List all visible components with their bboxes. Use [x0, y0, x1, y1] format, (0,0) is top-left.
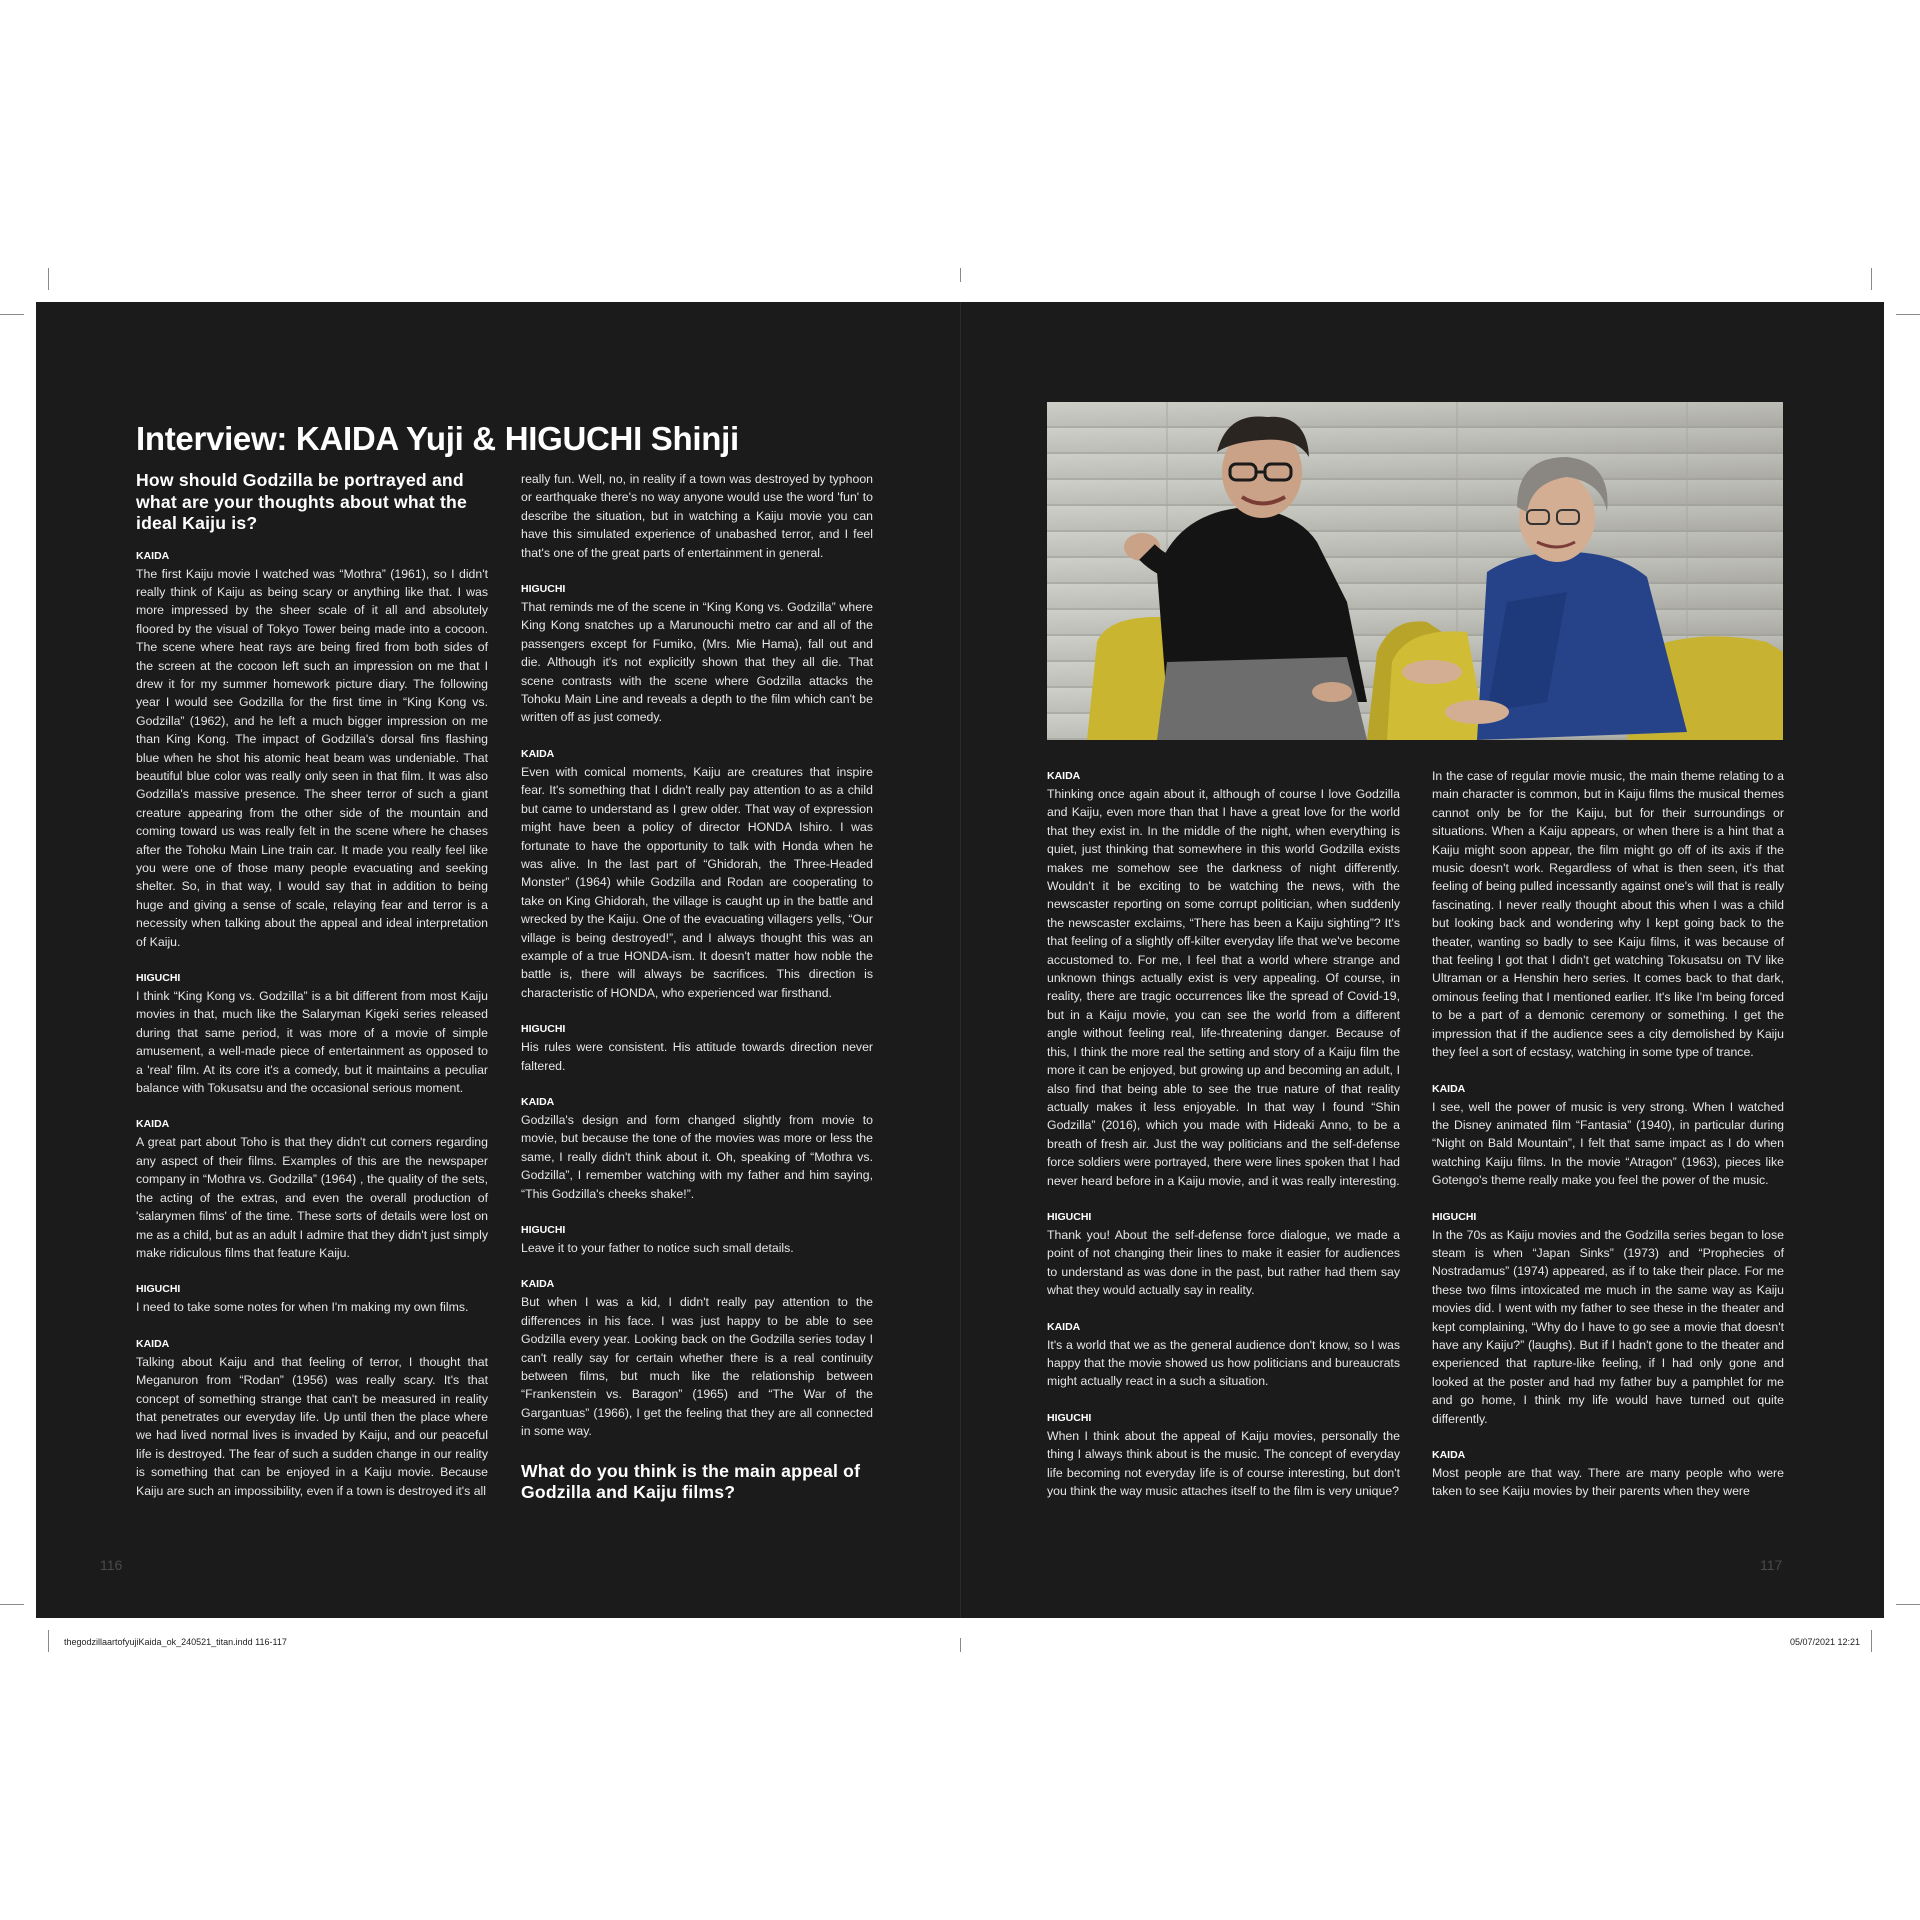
answer-paragraph: Most people are that way. There are many people who were taken to see Kaiju movies by their parents when they were — [1432, 1466, 1784, 1499]
page-number-left: 116 — [100, 1557, 123, 1573]
crop-mark — [1896, 314, 1920, 315]
answer-paragraph: I see, well the power of music is very strong. When I watched the Disney animated film “Fantasia” (1940), in particular during “Night on Bald Mountain”, I felt that same impact as I do when watching Kaiju films. In the movie “Atragon” (1963), pieces like Gotengo's theme really make you feel the power of the music. — [1432, 1099, 1784, 1188]
answer-paragraph: Leave it to your father to notice such small details. — [521, 1241, 794, 1255]
text-column-3 — [1047, 767, 1400, 1518]
crop-mark — [1896, 1604, 1920, 1605]
speaker-label: KAIDA — [136, 549, 170, 562]
answer-paragraph: Godzilla's design and form changed slightly from movie to movie, but because the tone of the movies was more or less the same, I really didn't think about it. Oh, speaking of “Mothra vs. Godzilla”, I remember watching with my father and him saying, “This Godzilla's cheeks shake!”. — [521, 1112, 873, 1201]
speaker-label: KAIDA — [1047, 770, 1081, 782]
text-column-2 — [521, 470, 873, 1516]
interview-title: Interview: KAIDA Yuji & HIGUCHI Shinji — [136, 420, 739, 458]
answer-paragraph: really fun. Well, no, in reality if a town was destroyed by typhoon or earthquake there's no way anyone would use the word 'fun' to describe the situation, but in watching a Kaiju movie you can have this simulated experience of unabashed terror, and I feel that's one of the great parts of entertainment in general. — [521, 472, 873, 560]
answer-paragraph: When I think about the appeal of Kaiju movies, personally the thing I always think about is the music. The concept of everyday life becoming not everyday life is of course interesting, but don't you think the way music attaches itself to the film is very unique? — [1047, 1428, 1400, 1498]
crop-mark — [960, 1638, 961, 1652]
text-column-1 — [136, 470, 488, 1518]
crop-mark — [0, 1604, 24, 1605]
speaker-label: HIGUCHI — [521, 1224, 566, 1236]
crop-mark — [960, 268, 961, 282]
answer-paragraph: Talking about Kaiju and that feeling of terror, I thought that Meganuron from “Rodan” (1956) was really scary. It's that concept of something strange that can't be measured in reality that penetrates our everyday life. Up until then the place where we had lived normal lives is invaded by Kaiju, and our peaceful life is destroyed. The fear of such a sudden change in our reality is something that can be enjoyed in a Kaiju movie. Because Kaiju are such an impossibility, even if a town is destroyed it's all — [136, 1354, 488, 1498]
speaker-label: KAIDA — [521, 1095, 555, 1108]
speaker-label: KAIDA — [1432, 1449, 1466, 1461]
answer-paragraph: Thinking once again about it, although of course I love Godzilla and Kaiju, even more than that I have a great love for the world that they exist in. In the middle of the night, when everything is quiet, just thinking that somewhere in this world Godzilla exists makes me somehow see the darkness of night differently. Wouldn't it be exciting to be watching the news, with the newscaster reporting on some corrupt politician, when suddenly the newscaster exclaims, “There has been a Kaiju sighting”? It's that feeling of a slightly off-kilter everyday life that we've become accustomed to. For me, I feel that a world where strange and unknown things actually exist is very appealing. Of course, in reality, there are tragic occurrences like the spread of Covid-19, but in a Kaiju movie, you can see the world from a different angle without feeling real, life-threatening danger. Because of this, I think the more real the setting and story of a Kaiju film the more it can be enjoyed, but growing up and becoming an adult, I also find that being able to see the true nature of that reality actually makes it less enjoyable. In that way I found “Shin Godzilla” (2016), which you made with Hideaki Anno, to be a breath of fresh air. Just the way politicians and the self-defense force soldiers were portrayed, there were lines spoken that I had never heard before in a Kaiju movie, and it was really interesting. — [1047, 787, 1400, 1188]
speaker-label: KAIDA — [136, 1118, 170, 1131]
answer-paragraph: Thank you! About the self-defense force dialogue, we made a point of not changing their lines to make it easier for audiences to understand as was done in the past, but rather had them say what they would actually say in reality. — [1047, 1227, 1400, 1298]
answer-paragraph: In the 70s as Kaiju movies and the Godzilla series began to lose steam is when “Japan Sinks” (1973) and “Prophecies of Nostradamus” (1974) appeared, as if to take their place. For me these two films intoxicated me much in the same way as Kaiju movies did. I went with my father to see these in the theater and kept complaining, “Why do I have to go see a movie that doesn't have any Kaiju?” (laughs). But if I hadn't gone to the theater and experienced that rapture-like feeling, if I had only gone and looked at the poster and had my father buy a pamphlet for me and go home, I think my life would have turned out quite differently. — [1432, 1227, 1784, 1426]
speaker-label: HIGUCHI — [521, 583, 566, 596]
footer-timestamp: 05/07/2021 12:21 — [1790, 1637, 1861, 1647]
text-column-4 — [1432, 767, 1784, 1519]
question-heading: How should Godzilla be portrayed and what are your thoughts about what the ideal Kaiju is? — [136, 470, 467, 533]
speaker-label: HIGUCHI — [136, 972, 181, 985]
crop-mark — [48, 268, 49, 290]
answer-paragraph: In the case of regular movie music, the main theme relating to a main character is common, but in Kaiju films the musical themes cannot only be for the Kaiju, but for their surroundings or situations. When a Kaiju appears, or when there is a hint that a Kaiju might soon appear, the film might go off of its axis if the music doesn't work. Regardless of what is then seen, it's that feeling of being pulled incessantly against one's will that is really fascinating. I never really thought about this when I was a child but looking back and wondering why I kept going back to the theater, wanting so badly to see Kaiju films, it was because of that feeling I got that I didn't get watching Tokusatsu on TV like Ultraman or a Henshin hero series. It comes back to that dark, ominous feeling that I mentioned earlier. It's like I'm being forced to be a part of a demonic ceremony or something. I get the impression that if the audience sees a city demolished by Kaiju they feel a sort of ecstasy, watching in some type of trance. — [1432, 769, 1784, 1060]
page-number-right: 117 — [1760, 1557, 1783, 1573]
photo-two-men-seated-icon — [1047, 402, 1783, 740]
footer-filename: thegodzillaartofyujiKaida_ok_240521_titan.indd 116-117 — [64, 1637, 287, 1647]
speaker-label: HIGUCHI — [521, 1023, 566, 1036]
answer-paragraph: It's a world that we as the general audience don't know, so I was happy that the movie showed us how politicians and bureaucrats might actually react in a such a situation. — [1047, 1337, 1400, 1389]
answer-paragraph: Even with comical moments, Kaiju are creatures that inspire fear. It's something that I didn't really pay attention to as a child but came to understand as I grew older. That way of expression might have been a policy of director HONDA Ishiro. I was fortunate to have the opportunity to talk with Honda when he was alive. In the last part of “Ghidorah, the Three-Headed Monster” (1964) while Godzilla and Rodan are cooperating to take on King Ghidorah, the village is caught up in the battle and wrecked by the Kaiju. One of the evacuating villagers yells, “Our village is being destroyed!”, and I always thought this was an example of a true HONDA-ism. It doesn't matter how noble the battle is, there will always be sacrifices. This direction is characteristic of HONDA, who experienced war firsthand. — [521, 764, 873, 1000]
crop-mark — [48, 1630, 49, 1652]
interview-photo — [1047, 402, 1783, 740]
speaker-label: KAIDA — [521, 747, 555, 760]
speaker-label: KAIDA — [521, 1278, 555, 1291]
speaker-label: HIGUCHI — [136, 1283, 181, 1296]
answer-paragraph: I need to take some notes for when I'm making my own films. — [136, 1300, 469, 1315]
speaker-label: HIGUCHI — [1047, 1411, 1092, 1424]
speaker-label: KAIDA — [1432, 1082, 1466, 1095]
answer-paragraph: I think “King Kong vs. Godzilla” is a bit different from most Kaiju movies in that, much like the Salaryman Kigeki series released during that same period, it was more of a movie of simple amusement, a well-made piece of entertainment as opposed to a 'real' film. At its core it's a comedy, but it maintains a peculiar balance with Tokusatsu and the occasional serious moment. — [136, 989, 488, 1096]
speaker-label: HIGUCHI — [1432, 1210, 1477, 1223]
answer-paragraph: That reminds me of the scene in “King Kong vs. Godzilla” where King Kong snatches up a Marunouchi metro car and all of the passengers except for Fumiko, (Mrs. Mie Hama), fall out and die. Although it's not explicitly shown that they all die. That scene contrasts with the scene where Godzilla attacks the Tohoku Main Line and reveals a depth to the film which can't be written off as just comedy. — [521, 600, 873, 725]
crop-mark — [0, 314, 24, 315]
question-heading: What do you think is the main appeal of Godzilla and Kaiju films? — [521, 1460, 861, 1503]
answer-paragraph: The first Kaiju movie I watched was “Mothra” (1961), so I didn't really think of Kaiju as being scary or anything like that. I was more impressed by the sheer scale of it all and absolutely floored by the visual of Tokyo Tower being made into a cocoon. The scene where heat rays are being fired from both sides of the screen at the cocoon left such an impression on me that I drew it for my summer homework picture diary. The following year I would see Godzilla for the first time in “King Kong vs. Godzilla” (1962), and he left a much bigger impression on me than King Kong. The impact of Godzilla's dorsal fins flashing blue when he shot his atomic heat beam was undeniable. That beautiful blue color was really only seen in that film. It was also Godzilla's massive presence. The sheer terror of such a giant creature appearing from the other side of the mountain and coming toward us was really felt in the scene where he chases after the Tohoku Main Line train car. It made you really feel like you were one of those many people evacuating and seeking shelter. So, in that way, I would say that in addition to being huge and giving a sense of scale, relaying fear and terror is a necessity when talking about the appeal and ideal interpretation of Kaiju. — [136, 566, 488, 949]
speaker-label: KAIDA — [1047, 1320, 1081, 1333]
page-gutter — [960, 302, 961, 1618]
answer-paragraph: But when I was a kid, I didn't really pay attention to the differences in his face. I was just happy to be able to see Godzilla every year. Looking back on the Godzilla series today I can't really say for certain whether there is a real continuity between films, but much like the relationship between “Frankenstein vs. Baragon” (1965) and “The War of the Gargantuas” (1966), I get the feeling that they are all connected in some way. — [521, 1295, 873, 1439]
crop-mark — [1871, 1630, 1872, 1652]
answer-paragraph: His rules were consistent. His attitude towards direction never faltered. — [521, 1040, 873, 1073]
crop-mark — [1871, 268, 1872, 290]
speaker-label: HIGUCHI — [1047, 1210, 1092, 1223]
answer-paragraph: A great part about Toho is that they didn't cut corners regarding any aspect of their films. Examples of this are the newspaper company in “Mothra vs. Godzilla” (1964) , the quality of the sets, the acting of the extras, and even the overall production of 'salarymen films' of the time. These sorts of details were lost on me as a child, but as an adult I admire that they didn't just simply make ridiculous films that feature Kaiju. — [136, 1135, 488, 1260]
speaker-label: KAIDA — [136, 1337, 170, 1350]
